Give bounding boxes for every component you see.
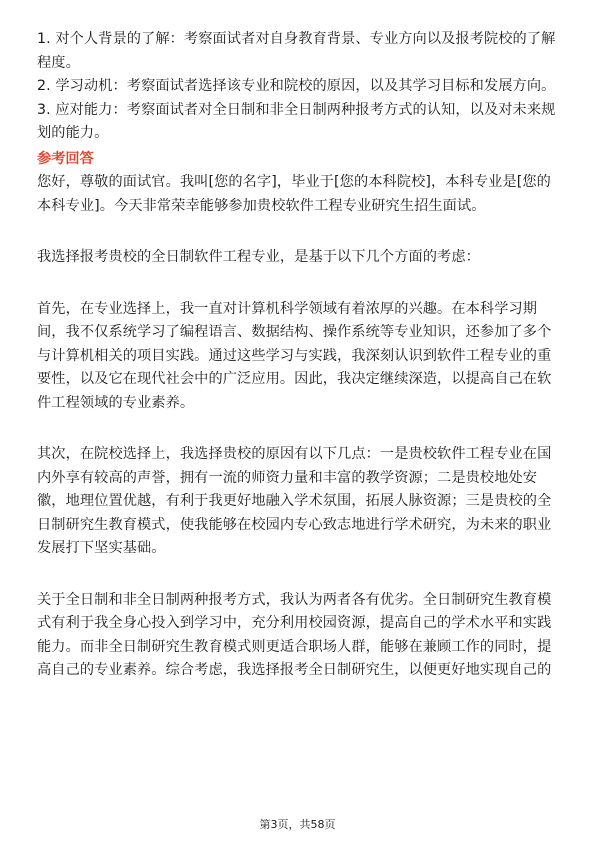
text-line: 程度。 — [37, 54, 80, 71]
text-line: 要性，以及它在现代社会中的广泛应用。因此，我决定继续深造，以提高自己在软 — [37, 371, 552, 387]
paragraph — [37, 443, 563, 561]
text-line: 与计算机相关的项目实践。通过这些学习与实践，我深刻认识到软件工程专业的重 — [37, 347, 552, 364]
text-line: 其次，在院校选择上，我选择贵校的原因有以下几点：一是贵校软件工程专业在国 — [37, 446, 552, 462]
text-line: 式有利于我全身心投入到学习中，充分利用校园资源，提高自己的学术水平和实践 — [37, 615, 552, 631]
document-body — [37, 28, 563, 683]
paragraph — [37, 589, 563, 683]
text-line: 本科专业]。今天非常荣幸能够参加贵校软件工程专业研究生招生面试。 — [37, 197, 486, 214]
paragraph — [37, 298, 563, 416]
text-line: 划的能力。 — [37, 125, 109, 141]
text-line: 高自己的专业素养。综合考虑，我选择报考全日制研究生，以便更好地实现自己的 — [37, 662, 552, 678]
text-line: 能力。而非全日制研究生教育模式则更适合职场人群，能够在兼顾工作的同时，提 — [37, 638, 552, 655]
text-line: 您好，尊敬的面试官。我叫[您的名字]，毕业于[您的本科院校]，本科专业是[您的 — [37, 174, 551, 190]
text-line: 3. 应对能力：考察面试者对全日制和非全日制两种报考方式的认知，以及对未来规 — [37, 101, 556, 118]
list-item — [37, 28, 563, 75]
intro-list — [37, 28, 563, 146]
list-item — [37, 99, 563, 146]
paragraph — [37, 171, 563, 218]
answer-heading: 参考回答 — [37, 150, 94, 167]
page-number-footer: 第3页，共58页 — [259, 818, 336, 831]
text-line: 2. 学习动机：考察面试者选择该专业和院校的原因，以及其学习目标和发展方向。 — [37, 78, 556, 94]
text-line: 关于全日制和非全日制两种报考方式，我认为两者各有优劣。全日制研究生教育模 — [37, 591, 552, 608]
text-line: 徽，地理位置优越，有利于我更好地融入学术氛围，拓展人脉资源；三是贵校的全 — [37, 493, 552, 509]
list-item — [37, 75, 563, 99]
text-line: 我选择报考贵校的全日制软件工程专业，是基于以下几个方面的考虑： — [37, 249, 480, 265]
text-line: 间，我不仅系统学习了编程语言、数据结构、操作系统等专业知识，还参加了多个 — [37, 324, 552, 340]
text-line: 内外享有较高的声誉，拥有一流的师资力量和丰富的教学资源；二是贵校地处安 — [37, 469, 538, 486]
text-line: 件工程领域的专业素养。 — [37, 394, 195, 411]
text-line: 1. 对个人背景的了解：考察面试者对自身教育背景、专业方向以及报考院校的了解 — [37, 31, 556, 47]
paragraph — [37, 246, 563, 270]
text-line: 首先，在专业选择上，我一直对计算机科学领域有着浓厚的兴趣。在本科学习期 — [37, 300, 538, 317]
text-line: 日制研究生教育模式，使我能够在校园内专心致志地进行学术研究，为未来的职业 — [37, 516, 552, 533]
text-line: 发展打下坚实基础。 — [37, 540, 166, 556]
